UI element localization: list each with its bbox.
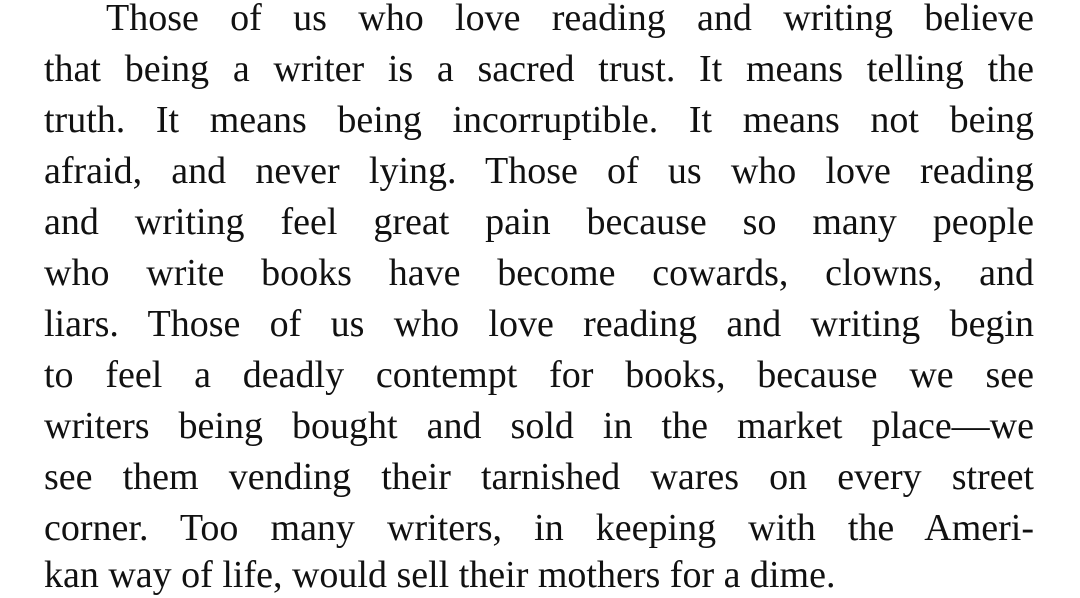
text-line: liars. Those of us who love reading and writing begin: [44, 303, 1034, 345]
text-line: afraid, and never lying. Those of us who love reading: [44, 150, 1034, 192]
text-line: corner. Too many writers, in keeping with the Ameri-: [44, 507, 1034, 549]
text-line: truth. It means being incorruptible. It means not being: [44, 99, 1034, 141]
text-line: writers being bought and sold in the market place—we: [44, 405, 1034, 447]
text-line: see them vending their tarnished wares on every street: [44, 456, 1034, 498]
text-line: kan way of life, would sell their mothers for a dime.: [44, 554, 836, 596]
text-line: that being a writer is a sacred trust. It means telling the: [44, 48, 1034, 90]
text-line: and writing feel great pain because so many people: [44, 201, 1034, 243]
text-line: to feel a deadly contempt for books, because we see: [44, 354, 1034, 396]
text-line: Those of us who love reading and writing believe: [106, 0, 1034, 39]
text-line: who write books have become cowards, clowns, and: [44, 252, 1034, 294]
